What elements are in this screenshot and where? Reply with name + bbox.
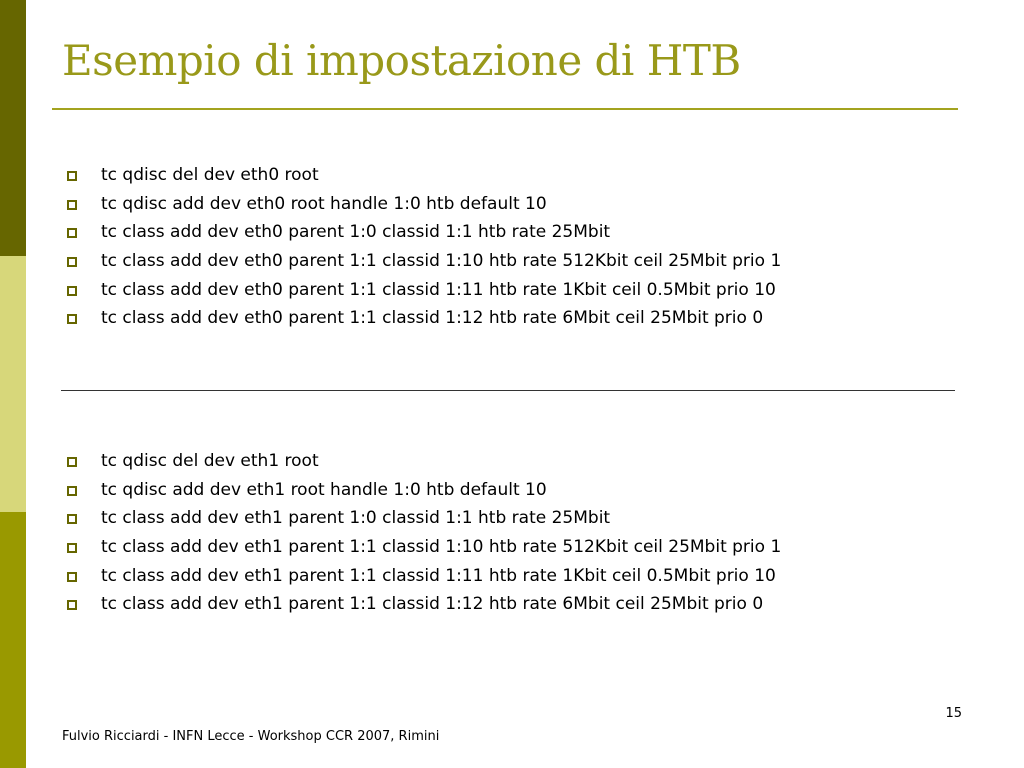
list-item xyxy=(0,304,781,333)
command-text: tc class add dev eth1 parent 1:1 classid 1:12 htb rate 6Mbit ceil 25Mbit prio 0 xyxy=(101,594,764,615)
list-item xyxy=(0,562,781,591)
page-number: 15 xyxy=(945,706,962,721)
command-text: tc class add dev eth1 parent 1:1 classid 1:11 htb rate 1Kbit ceil 0.5Mbit prio 10 xyxy=(101,565,776,586)
square-bullet-icon xyxy=(67,486,77,496)
list-item xyxy=(0,476,781,505)
command-text: tc class add dev eth1 parent 1:1 classid 1:10 htb rate 512Kbit ceil 25Mbit prio 1 xyxy=(101,537,782,558)
command-text: tc class add dev eth0 parent 1:0 classid 1:1 htb rate 25Mbit xyxy=(101,222,611,243)
section-divider xyxy=(61,390,955,391)
square-bullet-icon xyxy=(67,600,77,610)
square-bullet-icon xyxy=(67,228,77,238)
list-item xyxy=(0,218,781,247)
footer-text: Fulvio Ricciardi - INFN Lecce - Workshop CCR 2007, Rimini xyxy=(62,729,440,744)
list-item xyxy=(0,533,781,562)
command-list-eth1 xyxy=(0,447,781,619)
list-item xyxy=(0,590,781,619)
command-text: tc qdisc del dev eth0 root xyxy=(101,165,319,185)
title-underline xyxy=(52,108,958,110)
square-bullet-icon xyxy=(67,514,77,524)
square-bullet-icon xyxy=(67,171,77,181)
list-item xyxy=(0,247,781,276)
square-bullet-icon xyxy=(67,286,77,296)
command-text: tc class add dev eth1 parent 1:0 classid 1:1 htb rate 25Mbit xyxy=(101,508,611,529)
square-bullet-icon xyxy=(67,257,77,267)
list-item xyxy=(0,276,781,305)
command-text: tc class add dev eth0 parent 1:1 classid 1:10 htb rate 512Kbit ceil 25Mbit prio 1 xyxy=(101,251,782,272)
square-bullet-icon xyxy=(67,314,77,324)
list-item xyxy=(0,504,781,533)
square-bullet-icon xyxy=(67,572,77,582)
list-item xyxy=(0,447,781,476)
square-bullet-icon xyxy=(67,200,77,210)
command-text: tc qdisc del dev eth1 root xyxy=(101,451,319,471)
command-text: tc class add dev eth0 parent 1:1 classid 1:12 htb rate 6Mbit ceil 25Mbit prio 0 xyxy=(101,308,764,329)
square-bullet-icon xyxy=(67,543,77,553)
command-list-eth0 xyxy=(0,161,781,333)
square-bullet-icon xyxy=(67,457,77,467)
list-item xyxy=(0,161,781,190)
list-item xyxy=(0,190,781,219)
command-text: tc qdisc add dev eth1 root handle 1:0 htb default 10 xyxy=(101,479,547,500)
slide-title: Esempio di impostazione di HTB xyxy=(62,36,741,85)
command-text: tc qdisc add dev eth0 root handle 1:0 htb default 10 xyxy=(101,193,547,214)
command-text: tc class add dev eth0 parent 1:1 classid 1:11 htb rate 1Kbit ceil 0.5Mbit prio 10 xyxy=(101,279,776,300)
